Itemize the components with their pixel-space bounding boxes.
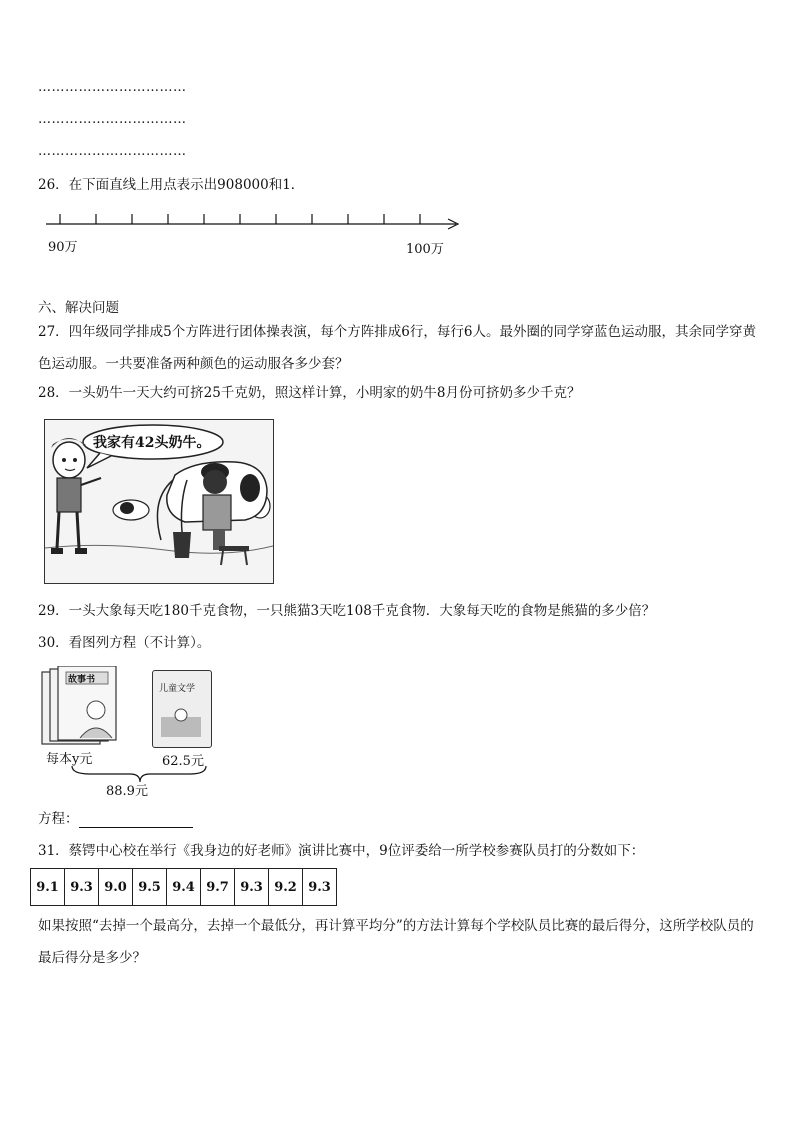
number-line	[38, 205, 468, 235]
question-27: 27．四年级同学排成5个方阵进行团体操表演，每个方阵排成6行，每行6人。最外圈的同学穿蓝色运动服，其余同学穿黄色运动服。一共要准备两种颜色的运动服各多少套？	[38, 324, 756, 372]
score-cell: 9.4	[167, 869, 201, 906]
equation-answer-line[interactable]	[79, 813, 193, 828]
equation-label: 方程：	[38, 811, 79, 827]
milking-cow-illustration	[44, 419, 274, 584]
score-cell: 9.5	[133, 869, 167, 906]
scores-table	[30, 868, 337, 906]
number-line-end-label: 100万	[406, 242, 444, 257]
number-line-start-label: 90万	[48, 240, 78, 255]
score-cell: 9.3	[235, 869, 269, 906]
score-cell: 9.3	[303, 869, 337, 906]
score-cell: 9.2	[269, 869, 303, 906]
book-cover-drawing	[153, 671, 211, 747]
score-cell: 9.7	[201, 869, 235, 906]
equation-prompt	[38, 810, 193, 828]
childrens-literature-title: 儿童文学	[159, 684, 196, 694]
question-31: 31．蔡锷中心校在举行《我身边的好老师》演讲比赛中，9位评委给一所学校参赛队员打的分数如下：	[38, 843, 645, 859]
price-per-book-label: 每本y元	[46, 752, 93, 767]
score-cell: 9.3	[65, 869, 99, 906]
childrens-literature-book	[152, 670, 212, 748]
speech-bubble-text: 我家有42头奶牛。	[93, 435, 211, 451]
answer-dots-line: ……………………………	[38, 144, 187, 159]
table-row	[31, 869, 337, 906]
question-28: 28．一头奶牛一天大约可挤25千克奶，照这样计算，小明家的奶牛8月份可挤奶多少千克？	[38, 385, 581, 401]
section-title: 六、解决问题	[38, 300, 119, 316]
story-book-title: 故事书	[68, 675, 96, 685]
total-price-label: 88.9元	[106, 784, 148, 799]
answer-dots-line: ……………………………	[38, 80, 187, 95]
score-cell: 9.0	[99, 869, 133, 906]
question-26: 26．在下面直线上用点表示出908000和1．	[38, 177, 305, 193]
question-31-followup: 如果按照“去掉一个最高分，去掉一个最低分，再计算平均分”的方法计算每个学校队员比赛的最后得分，这所学校队员的最后得分是多少？	[38, 918, 754, 966]
question-29: 29．一头大象每天吃180千克食物，一只熊猫3天吃108千克食物．大象每天吃的食物是熊猫的多少倍？	[38, 603, 656, 619]
answer-dots-line: ……………………………	[38, 112, 187, 127]
story-books-stack	[40, 666, 122, 748]
question-30: 30．看图列方程（不计算）。	[38, 635, 211, 651]
score-cell: 9.1	[31, 869, 65, 906]
book2-price-label: 62.5元	[162, 754, 204, 769]
